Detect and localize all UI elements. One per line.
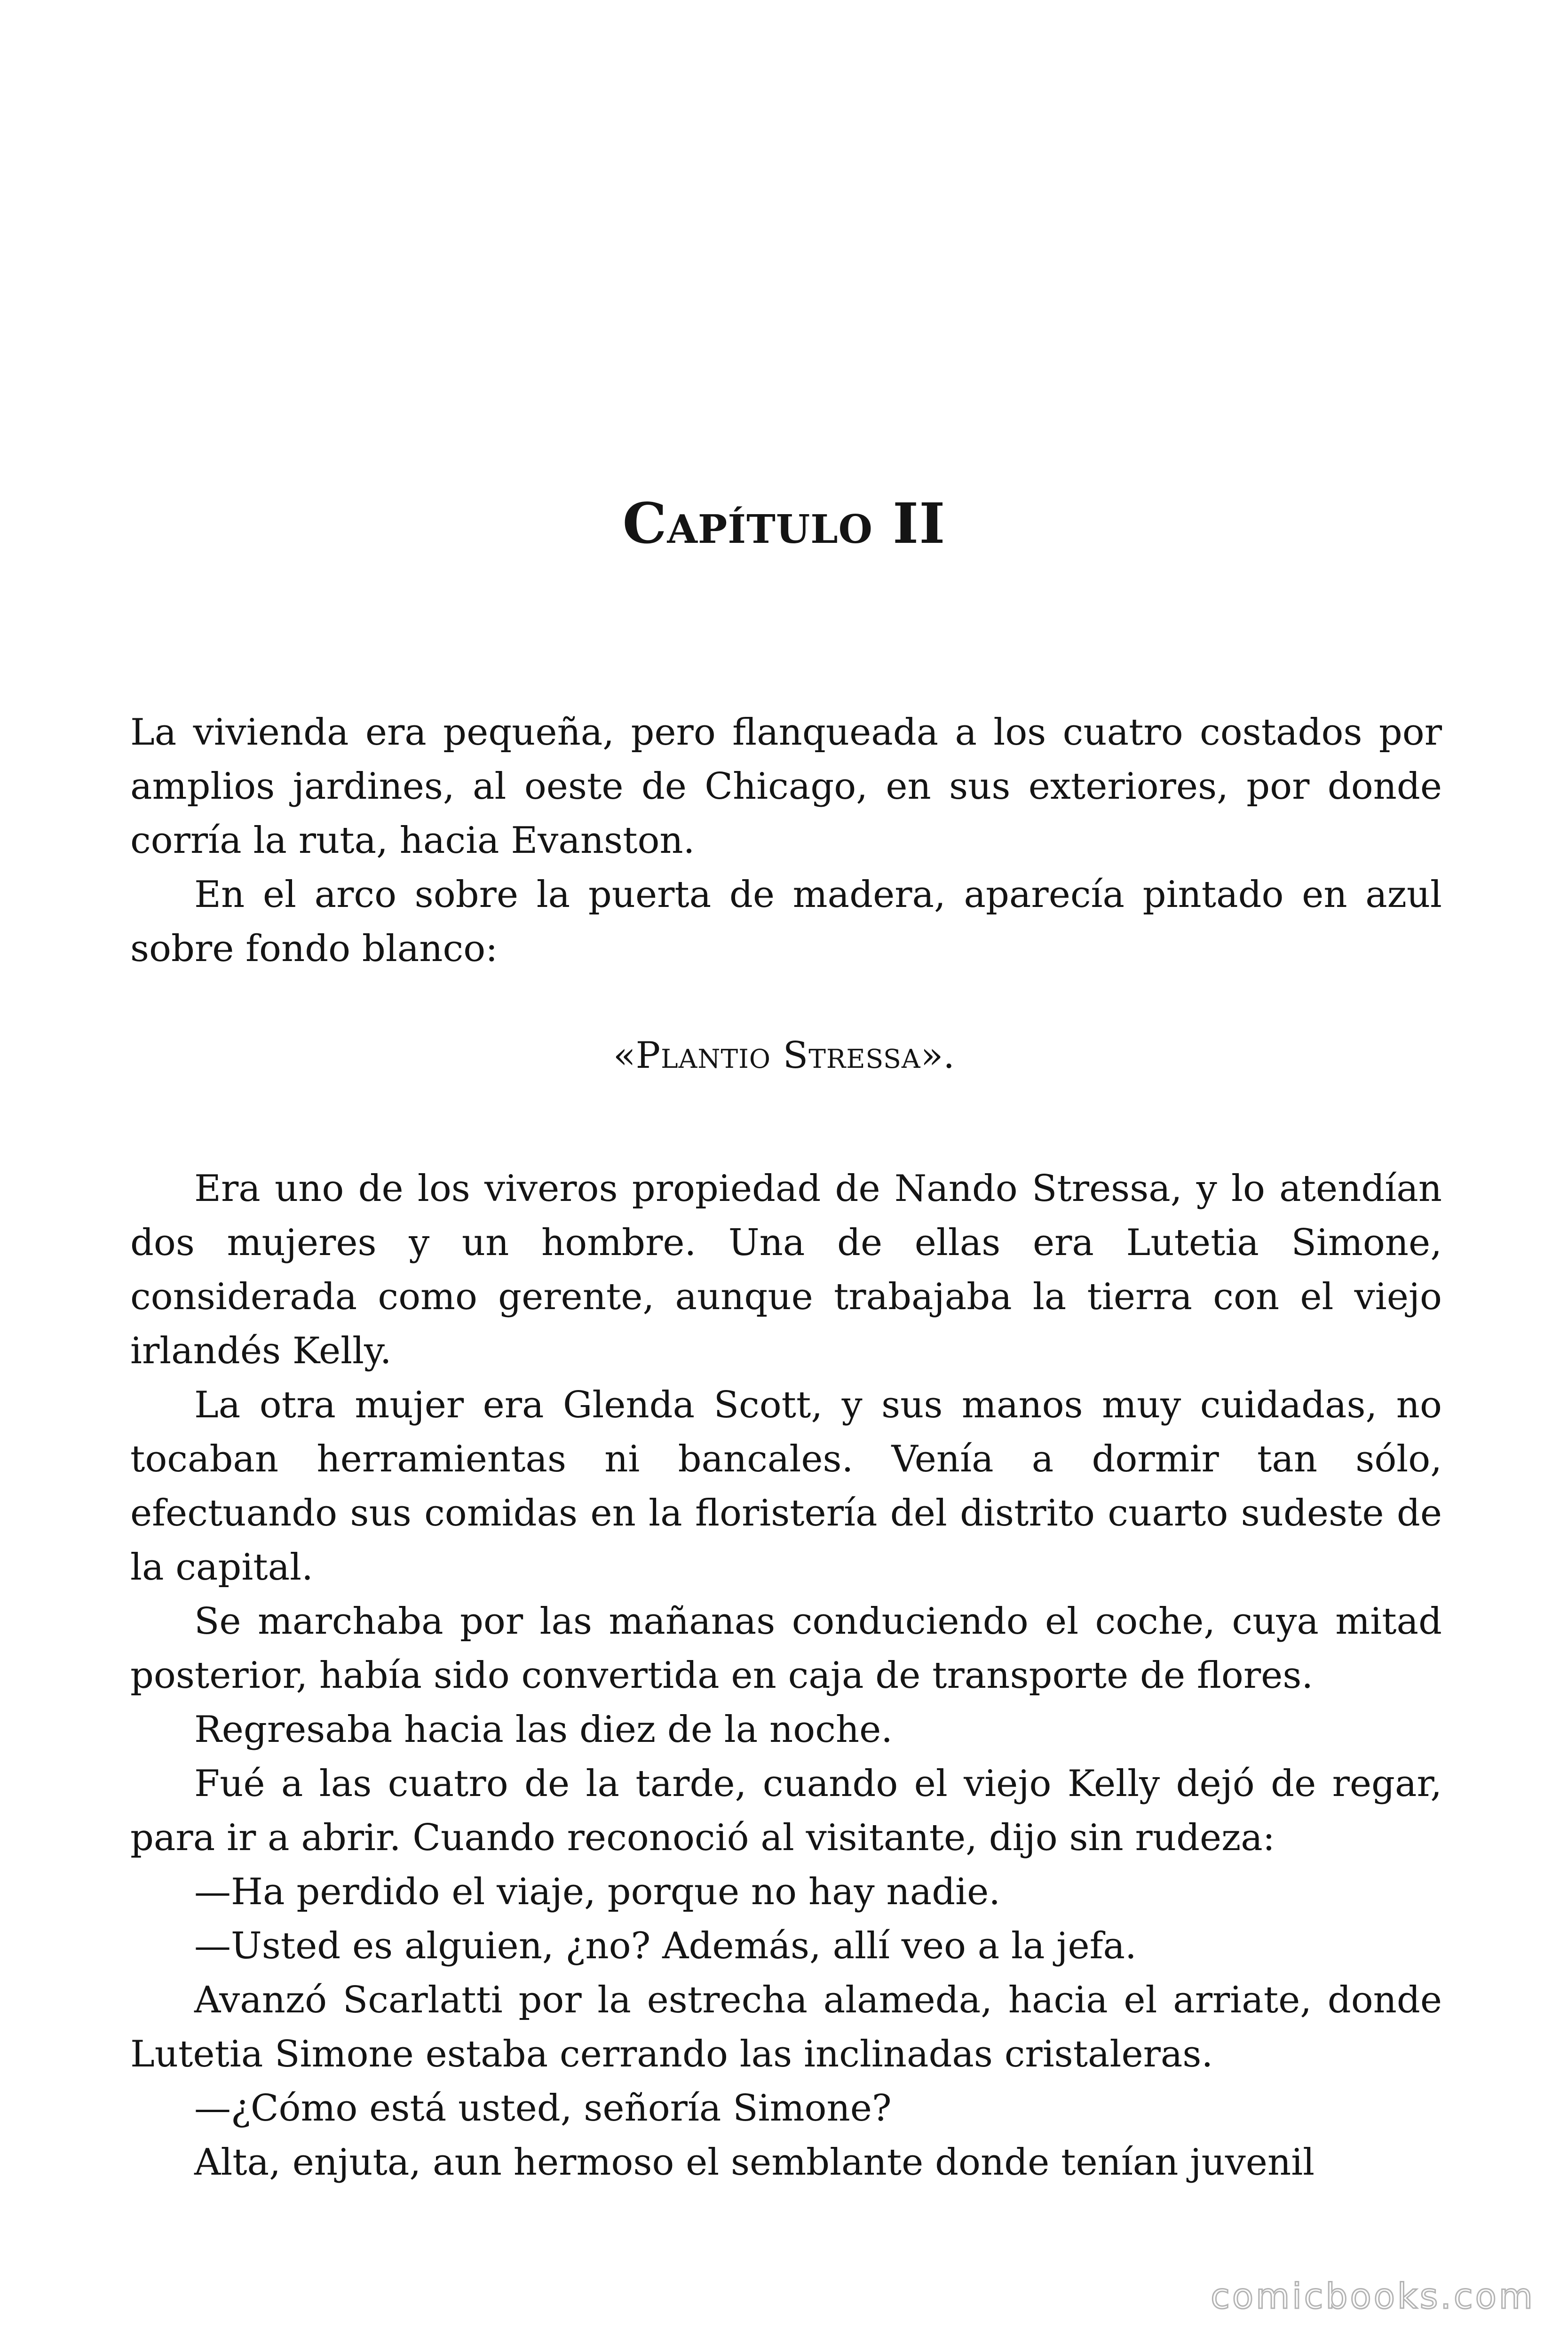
paragraph: Alta, enjuta, aun hermoso el semblante donde tenían juvenil xyxy=(194,2141,1315,2184)
sign-open-quote: « xyxy=(613,1034,636,1077)
dialogue-line: —Usted es alguien, ¿no? Además, allí veo a la jefa. xyxy=(194,1925,1137,1967)
body-paragraphs xyxy=(130,1162,1442,2190)
chapter-title: Capítulo II xyxy=(622,491,946,556)
paragraph: Regresaba hacia las diez de la noche. xyxy=(194,1708,893,1751)
paragraph: Se marchaba por las mañanas conduciendo el coche, cuya mitad posterior, había sido convertida en caja de transporte de flores. xyxy=(130,1600,1442,1697)
dialogue-line: —Ha perdido el viaje, porque no hay nadie. xyxy=(194,1871,1001,1913)
sign-name: Plantio Stressa xyxy=(635,1034,921,1077)
sign-close-quote: ». xyxy=(920,1034,955,1077)
watermark: comicbooks.com xyxy=(1211,2276,1535,2317)
opening-paragraphs xyxy=(130,706,1442,976)
paragraph: Era uno de los viveros propiedad de Nando Stressa, y lo atendían dos mujeres y un hombre. Una de ellas era Lutetia Simone, considerada como gerente, aunque trabajaba la tierra con el viejo irlandés Kelly. xyxy=(130,1168,1442,1372)
paragraph: La otra mujer era Glenda Scott, y sus manos muy cuidadas, no tocaban herramientas ni bancales. Venía a dormir tan sólo, efectuando sus comidas en la floristería del distrito cuarto sudeste de la capital. xyxy=(130,1384,1442,1589)
paragraph: En el arco sobre la puerta de madera, aparecía pintado en azul sobre fondo blanco: xyxy=(130,874,1442,970)
paragraph: La vivienda era pequeña, pero flanqueada a los cuatro costados por amplios jardines, al oeste de Chicago, en sus exteriores, por donde corría la ruta, hacia Evanston. xyxy=(130,711,1442,862)
paragraph: Avanzó Scarlatti por la estrecha alameda, hacia el arriate, donde Lutetia Simone estaba cerrando las inclinadas cristaleras. xyxy=(130,1979,1442,2075)
sign-inscription xyxy=(0,1034,1568,1077)
paragraph: Fué a las cuatro de la tarde, cuando el viejo Kelly dejó de regar, para ir a abrir. Cuando reconoció al visitante, dijo sin rudeza: xyxy=(130,1763,1442,1859)
dialogue-line: —¿Cómo está usted, señoría Simone? xyxy=(194,2087,892,2130)
